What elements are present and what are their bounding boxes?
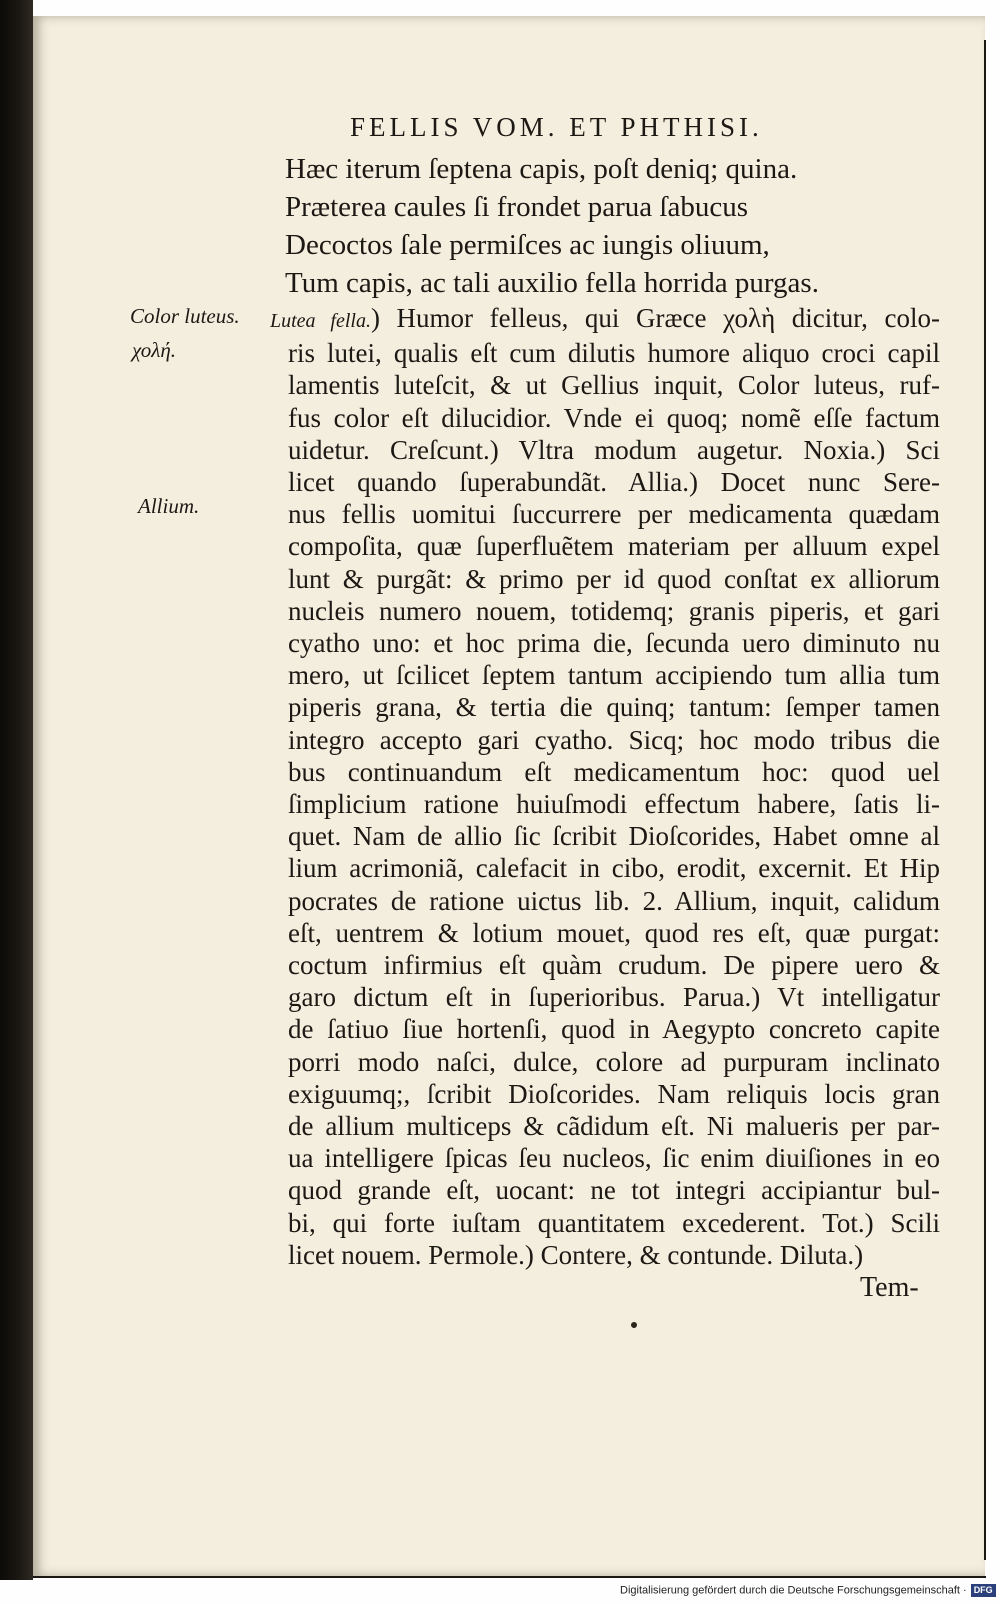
- commentary-line: ua intelligere ſpicas ſeu nucleos, ſic enim diuiſiones in eo: [288, 1143, 940, 1174]
- commentary-line: de ſatiuo ſiue hortenſi, quod in Aegypto concreto capite: [288, 1014, 940, 1045]
- commentary-line: lamentis luteſcit, & ut Gellius inquit, Color luteus, ruf-: [288, 370, 940, 401]
- digitization-credit: [620, 1584, 996, 1597]
- commentary-line-1: [270, 302, 940, 337]
- commentary-line: licet quando ſuperabundãt. Allia.) Docet nunc Sere-: [288, 467, 940, 498]
- credit-text: Digitalisierung gefördert durch die Deutsche Forschungsgemeinschaft ·: [620, 1584, 967, 1597]
- commentary-line: quet. Nam de allio ſic ſcribit Dioſcorides, Habet omne al: [288, 821, 940, 852]
- commentary-line: nus fellis uomitui ſuccurrere per medicamenta quædam: [288, 499, 940, 530]
- commentary-block: [270, 302, 940, 1271]
- commentary-line: pocrates de ratione uictus lib. 2. Allium, inquit, calidum: [288, 885, 940, 916]
- commentary-line: de allium multiceps & cãdidum eſt. Ni malueris per par-: [288, 1111, 940, 1142]
- verse-line: Præterea caules ſi frondet parua ſabucus: [285, 191, 749, 223]
- lemma: Lutea fella.: [270, 310, 371, 332]
- page-right-edge: [984, 40, 986, 1560]
- commentary-line: licet nouem. Permole.) Contere, & contunde. Diluta.): [288, 1239, 864, 1270]
- commentary-line: ris lutei, qualis eſt cum dilutis humore aliquo croci capil: [288, 338, 940, 369]
- page-bottom-edge: [33, 1576, 986, 1578]
- margin-note-color-luteus: Color luteus.: [130, 304, 240, 328]
- commentary-line: piperis grana, & tertia die quinq; tantum: ſemper tamen: [288, 692, 940, 723]
- commentary-line: coctum infirmius eſt quàm crudum. De pipere uero &: [288, 950, 940, 981]
- margin-note-allium: Allium.: [138, 494, 200, 518]
- catchword: Tem-: [860, 1272, 919, 1303]
- commentary-text: ) Humor felleus, qui Græce χολὴ dicitur, colo-: [370, 303, 940, 333]
- commentary-line: lium acrimoniã, calefacit in cibo, erodit, excernit. Et Hip: [288, 853, 940, 884]
- commentary-line: eſt, uentrem & lotium mouet, quod res eſt, quæ purgat:: [288, 917, 940, 948]
- commentary-line: compoſita, quæ ſuperfluẽtem materiam per alluum expel: [288, 531, 940, 562]
- verse-line: Tum capis, ac tali auxilio fella horrida purgas.: [285, 267, 819, 299]
- commentary-line: lunt & purgãt: & primo per id quod conſtat ex alliorum: [288, 563, 940, 594]
- commentary-line: cyatho uno: et hoc prima die, ſecunda uero diminuto nu: [288, 628, 940, 659]
- running-head: FELLIS VOM. ET PHTHISI.: [350, 112, 763, 142]
- commentary-line: ſimplicium ratione huiuſmodi effectum habere, ſatis li-: [288, 789, 940, 820]
- dfg-logo-icon: DFG: [971, 1584, 996, 1597]
- commentary-line: exiguumq;, ſcribit Dioſcorides. Nam reliquis locis gran: [288, 1078, 940, 1109]
- book-spine-shadow: [0, 0, 33, 1580]
- verse-block: [285, 150, 925, 302]
- commentary-line: nucleis numero nouem, totidemq; granis piperis, et gari: [288, 595, 940, 626]
- commentary-line: garo dictum eſt in ſuperioribus. Parua.) Vt intelligatur: [288, 982, 940, 1013]
- commentary-line: bi, qui forte iuſtam quantitatem excederent. Tot.) Scili: [288, 1207, 940, 1238]
- margin-note-chole: χολή.: [132, 338, 177, 362]
- verse-line: Decoctos ſale permiſces ac iungis oliuum,: [285, 229, 770, 261]
- commentary-line: fus color eſt dilucidior. Vnde ei quoq; nomẽ eſſe factum: [288, 402, 940, 433]
- commentary-line: integro accepto gari cyatho. Sicq; hoc modo tribus die: [288, 724, 940, 755]
- commentary-line: porri modo naſci, dulce, colore ad purpuram inclinato: [288, 1046, 940, 1077]
- commentary-line: uidetur. Creſcunt.) Vltra modum augetur. Noxia.) Sci: [288, 434, 940, 465]
- commentary-line: mero, ut ſcilicet ſeptem tantum accipiendo tum allia tum: [288, 660, 940, 691]
- ink-speck: [631, 1322, 637, 1328]
- commentary-line: bus continuandum eſt medicamentum hoc: quod uel: [288, 756, 940, 787]
- verse-line: Hæc iterum ſeptena capis, poſt deniq; quina.: [285, 153, 798, 185]
- commentary-line: quod grande eſt, uocant: ne tot integri accipiantur bul-: [288, 1175, 940, 1206]
